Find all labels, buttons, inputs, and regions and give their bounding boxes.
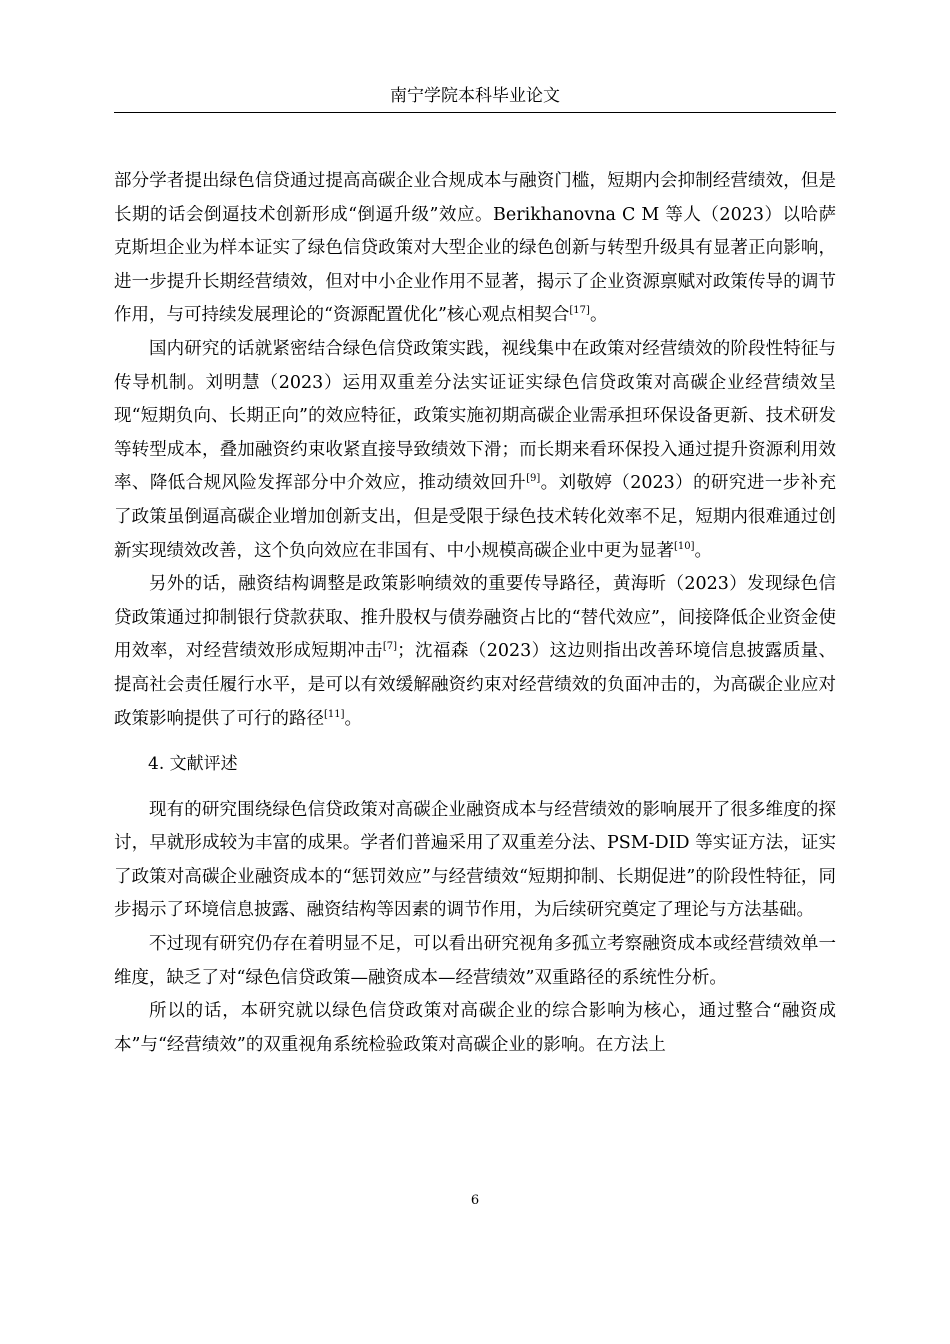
paragraph-4: 现有的研究围绕绿色信贷政策对高碳企业融资成本与经营绩效的影响展开了很多维度的探讨，早就形成较为丰富的成果。学者们普遍采用了双重差分法、PSM-DID 等实证方法，证实了政策对高碳企业融资成本的“惩罚效应”与经营绩效“短期抑制、长期促进”的阶段性特征，同步揭示了环境信息披露、融资结构等因素的调节作用，为后续研究奠定了理论与方法基础。 (114, 799, 836, 921)
paragraph-2-end: 。 (694, 540, 713, 561)
running-header: 南宁学院本科毕业论文 (390, 86, 560, 106)
citation-11: [11] (324, 708, 345, 720)
paragraph-2-text-b: 。刘敬婷（2023）的研究进一步补充了政策虽倒逼高碳企业增加创新支出，但是受限于绿色技术转化效率不足，短期内很难通过创新实现绩效改善，这个负向效应在非国有、中小规模高碳企业中更为显著 (114, 473, 836, 561)
paragraph-2 (114, 333, 836, 568)
citation-10: [10] (674, 540, 695, 552)
header-rule (114, 112, 836, 113)
paragraph-1-text: 部分学者提出绿色信贷通过提高高碳企业合规成本与融资门槛，短期内会抑制经营绩效，但是长期的话会倒逼技术创新形成“倒逼升级”效应。Berikhanovna C M 等人（2023）以哈萨克斯坦企业为样本证实了绿色信贷政策对大型企业的绿色创新与转型升级具有显著正向影响，进一步提升长期经营绩效，但对中小企业作用不显著，揭示了企业资源禀赋对政策传导的调节作用，与可持续发展理论的“资源配置优化”核心观点相契合 (114, 171, 836, 326)
section-heading-literature-review: 4. 文献评述 (148, 754, 238, 775)
paragraph-3-text-a: 另外的话，融资结构调整是政策影响绩效的重要传导路径，黄海昕（2023）发现绿色信贷政策通过抑制银行贷款获取、推升股权与债券融资占比的“替代效应”，间接降低企业资金使用效率，对经营绩效形成短期冲击 (114, 574, 836, 662)
page-number: 6 (470, 1193, 480, 1208)
paragraph-1-end: 。 (589, 305, 608, 326)
paragraph-3-end: 。 (344, 708, 363, 729)
paragraph-3-text-b: ；沈福森（2023）这边则指出改善环境信息披露质量、提高社会责任履行水平，是可以有效缓解融资约束对经营绩效的负面冲击的，为高碳企业应对政策影响提供了可行的路径 (114, 641, 836, 729)
paragraph-2-text-a: 国内研究的话就紧密结合绿色信贷政策实践，视线集中在政策对经营绩效的阶段性特征与传导机制。刘明慧（2023）运用双重差分法实证证实绿色信贷政策对高碳企业经营绩效呈现“短期负向、长期正向”的效应特征，政策实施初期高碳企业需承担环保设备更新、技术研发等转型成本，叠加融资约束收紧直接导致绩效下滑；而长期来看环保投入通过提升资源利用效率、降低合规风险发挥部分中介效应，推动绩效回升 (114, 338, 836, 494)
paragraph-3 (114, 568, 836, 736)
citation-9: [9] (526, 473, 541, 485)
body-text (114, 165, 836, 1062)
paragraph-5: 不过现有研究仍存在着明显不足，可以看出研究视角多孤立考察融资成本或经营绩效单一维度，缺乏了对“绿色信贷政策—融资成本—经营绩效”双重路径的系统性分析。 (114, 934, 836, 988)
citation-17: [17] (569, 305, 590, 317)
citation-7: [7] (382, 641, 398, 653)
paragraph-6: 所以的话，本研究就以绿色信贷政策对高碳企业的综合影响为核心，通过整合“融资成本”与“经营绩效”的双重视角系统检验政策对高碳企业的影响。在方法上 (114, 1001, 836, 1055)
paragraph-1 (114, 165, 836, 333)
